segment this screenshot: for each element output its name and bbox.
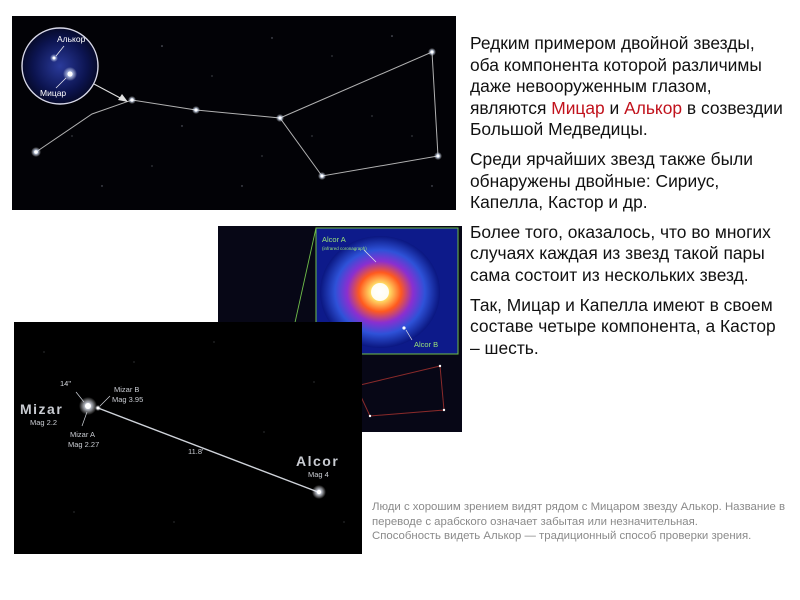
mizar-mag: Mag 2.2 [30, 418, 58, 427]
alcor-mag: Mag 4 [308, 470, 329, 479]
main-text [470, 33, 788, 367]
background-stars [71, 35, 432, 187]
mizar-b-mag: Mag 3.95 [112, 395, 144, 404]
paragraph-3: Более того, оказалось, что во многих случаях каждая из звезд такой пары сама состоит из нескольких звезд. [470, 221, 771, 285]
label-alcor-a-sub: (infrared coronagraph) [322, 246, 367, 251]
p1-before: Редким примером двойной звезды, оба компонента которой различимы даже невооруженным глазом, являются [470, 33, 762, 118]
mizar-a-label: Mizar A [70, 430, 96, 439]
mizar-a-mag: Mag 2.27 [68, 440, 100, 449]
p1-after: в созвездии Большой Медведицы. [470, 97, 783, 140]
mizar-highlight: Мицар [551, 97, 605, 118]
alcor-highlight: Алькор [624, 97, 683, 118]
mizar-title: Mizar [20, 401, 64, 417]
inset-label-alcor: Алькор [57, 34, 86, 44]
caption-line-2: Способность видеть Алькор — традиционный способ проверки зрения. [372, 530, 752, 543]
paragraph-4: Так, Мицар и Капелла имеют в своем составе четыре компонента, а Кастор – шесть. [470, 294, 776, 358]
label-alcor-a: Alcor A [322, 235, 346, 244]
mizar-alcor-photo [14, 322, 362, 554]
caption [372, 500, 792, 544]
paragraph-1 [470, 33, 788, 141]
inset-circle [22, 28, 98, 104]
big-dipper-svg [12, 16, 456, 210]
alcor-title: Alcor [296, 453, 340, 469]
inset-pointer-arrow [94, 84, 128, 102]
big-dipper-photo [12, 16, 456, 210]
paragraph-2: Среди ярчайших звезд также были обнаружены двойные: Сириус, Капелла, Кастор и др. [470, 148, 753, 213]
mizar-alcor-svg [14, 322, 362, 554]
p1-and: и [604, 97, 625, 118]
caption-line-1: Люди с хорошим зрением видят рядом с Мицаром звезду Алькор. Название в переводе с арабского означает забытая или незначительная. [372, 501, 786, 528]
inset-label-mizar: Мицар [40, 88, 67, 98]
angle-11-8: 11.8' [188, 447, 204, 456]
angle-14: 14" [60, 379, 72, 388]
label-alcor-b: Alcor B [414, 340, 439, 349]
mizar-b-label: Mizar B [114, 385, 140, 394]
